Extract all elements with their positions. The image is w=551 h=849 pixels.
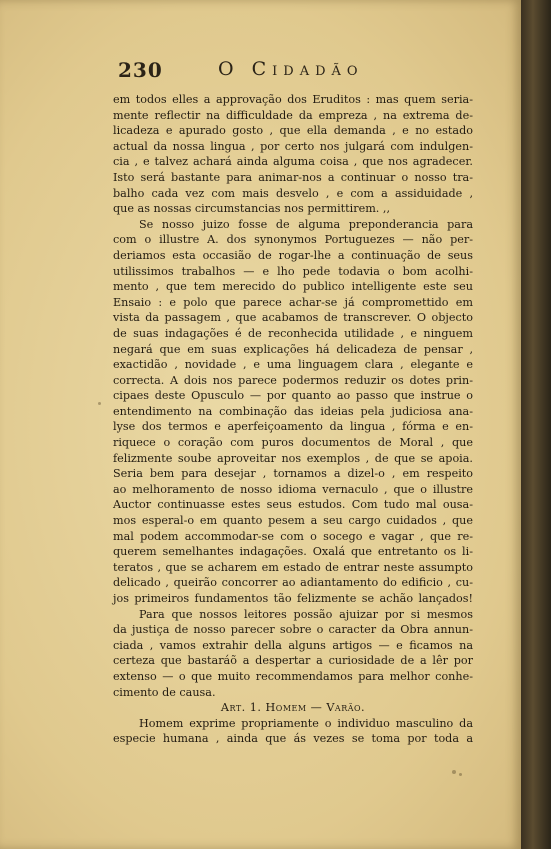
text-line: especie humana , ainda que ás vezes se toma por toda a <box>113 732 473 746</box>
text-line: Para que nossos leitores possão ajuizar por si mesmos <box>139 607 473 621</box>
text-line: Ensaio : e polo que parece achar-se já compromettido em <box>113 295 473 309</box>
text-line: com o illustre A. dos synonymos Portuguezes — não per- <box>113 233 473 247</box>
text-line: cimento de causa. <box>113 685 216 699</box>
paper-blemish <box>459 773 462 776</box>
text-line: ciada , vamos extrahir della alguns artigos — e ficamos na <box>113 638 473 652</box>
book-spine-edge <box>521 0 551 849</box>
paper-blemish <box>452 770 456 774</box>
page-number: 230 <box>118 58 163 82</box>
text-line: certeza que bastaráõ a despertar a curiosidade de a lêr por <box>113 654 473 668</box>
page-body-text <box>113 92 473 747</box>
text-line: em todos elles a approvação dos Eruditos : mas quem seria- <box>113 93 473 106</box>
text-line: Se nosso juizo fosse de alguma preponderancia para <box>139 217 473 231</box>
text-line: querem semelhantes indagações. Oxalá que entretanto os li- <box>113 545 473 559</box>
text-line: mente reflectir na difficuldade da empreza , na extrema de- <box>113 108 473 122</box>
text-line: que as nossas circumstancias nos permittirem. ,, <box>113 202 391 216</box>
text-line: actual da nossa lingua , por certo nos julgará com indulgen- <box>113 139 473 153</box>
text-line: mal podem accommodar-se com o socego e vagar , que re- <box>113 529 473 543</box>
text-line: Homem exprime propriamente o individuo masculino da <box>139 716 473 730</box>
text-line: teratos , que se acharem em estado de entrar neste assumpto <box>113 560 473 574</box>
text-line: Seria bem para desejar , tornamos a dizel-o , em respeito <box>113 467 473 481</box>
text-line: de suas indagações é de reconhecida utilidade , e ninguem <box>113 326 473 340</box>
text-line: correcta. A dois nos parece podermos reduzir os dotes prin- <box>113 373 473 387</box>
text-line: extenso — o que muito recommendamos para melhor conhe- <box>113 669 473 683</box>
text-line: Isto será bastante para animar-nos a continuar o nosso tra- <box>113 170 473 184</box>
text-line: mos esperal-o em quanto pesem a seu cargo cuidados , que <box>113 514 473 528</box>
text-line: ao melhoramento de nosso idioma vernaculo , que o illustre <box>113 482 473 496</box>
text-line: felizmente soube aproveitar nos exemplos , de que se apoia. <box>113 451 473 465</box>
text-line: utilissimos trabalhos — e lho pede todavia o bom acolhi- <box>113 264 473 278</box>
text-line: jos primeiros fundamentos tão felizmente se achão lançados! <box>113 592 473 605</box>
page-header <box>118 58 478 86</box>
text-line: deriamos esta occasião de rogar-lhe a continuação de seus <box>113 248 473 262</box>
text-line: negará que em suas explicações há delicadeza de pensar , <box>113 342 473 356</box>
text-line: da justiça de nosso parecer sobre o caracter da Obra annun- <box>113 623 473 637</box>
text-line: exactidão , novidade , e uma linguagem clara , elegante e <box>113 358 473 372</box>
text-line: vista da passagem , que acabamos de transcrever. O objecto <box>113 311 473 325</box>
text-line: cipaes deste Opusculo — por quanto ao passo que instrue o <box>113 389 473 403</box>
text-line: cia , e talvez achará ainda alguma coisa , que nos agradecer. <box>113 155 473 169</box>
text-line: entendimento na combinação das ideias pela judiciosa ana- <box>113 404 473 418</box>
text-line: licadeza e apurado gosto , que ella demanda , e no estado <box>113 124 473 138</box>
text-line: delicado , queirão concorrer ao adiantamento do edificio , cu- <box>113 576 473 590</box>
text-line: balho cada vez com mais desvelo , e com a assiduidade , <box>113 186 473 200</box>
running-title: O Cidadão <box>218 58 364 80</box>
text-line: mento , que tem merecido do publico intelligente este seu <box>113 280 473 294</box>
text-line: Art. 1. Homem — Varão. <box>220 701 366 715</box>
text-line: Auctor continuasse estes seus estudos. Com tudo mal ousa- <box>113 498 473 512</box>
paper-blemish <box>98 402 101 405</box>
text-line: riquece o coração com puros documentos de Moral , que <box>113 436 473 450</box>
text-line: lyse dos termos e aperfeiçoamento da lingua , fórma e en- <box>113 420 473 434</box>
